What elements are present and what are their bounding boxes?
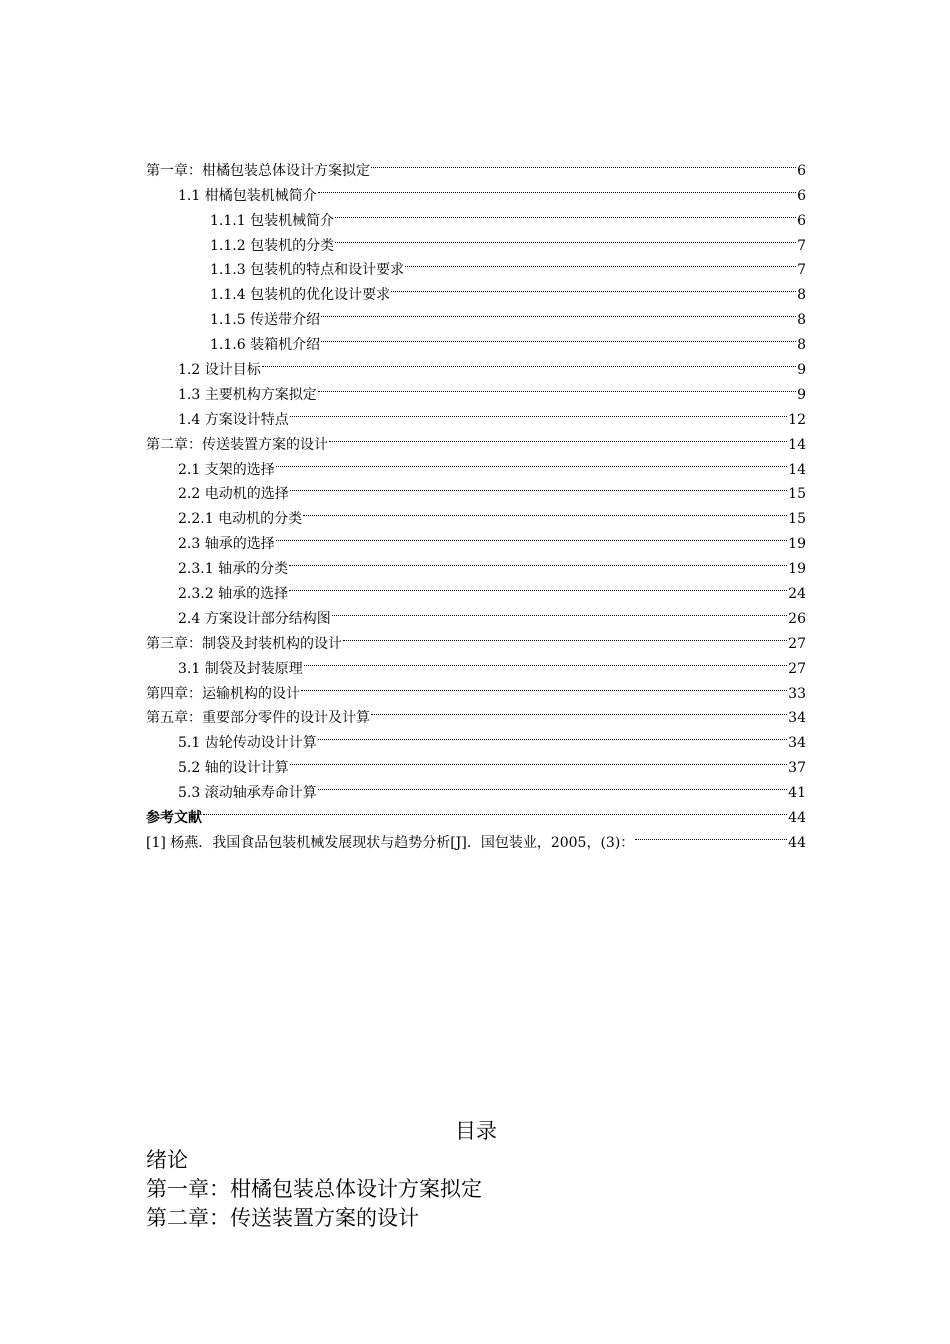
toc-leader-dots (303, 498, 787, 523)
toc-leader-dots (290, 747, 787, 772)
toc-entry-title: 第一章：柑橘包装总体设计方案拟定 (146, 162, 370, 179)
toc-leader-dots (301, 673, 787, 698)
toc-leader-dots (290, 474, 787, 499)
toc-page-number: 24 (788, 586, 806, 603)
toc-entry-title: 1.1.4 包装机的优化设计要求 (210, 287, 391, 304)
toc-page-number: 8 (797, 287, 806, 304)
toc-leader-dots (391, 274, 796, 299)
toc-leader-dots (405, 250, 796, 275)
toc-page-number: 7 (797, 262, 806, 279)
toc-page-number: 34 (788, 710, 806, 727)
toc-entry-title: 1.1 柑橘包装机械简介 (178, 187, 317, 204)
toc-entry-title: 2.3.1 轴承的分类 (178, 561, 289, 578)
toc-entry-title: 第三章：制袋及封装机构的设计 (146, 635, 342, 652)
toc-entry-title: 5.1 齿轮传动设计计算 (178, 735, 317, 752)
toc-entry-title: 5.3 滚动轴承寿命计算 (178, 785, 317, 802)
toc-entry-title: 2.3.2 轴承的选择 (178, 586, 289, 603)
toc-page-number: 15 (788, 486, 806, 503)
toc-leader-dots (304, 648, 787, 673)
toc-entry-title: 1.4 方案设计特点 (178, 411, 289, 428)
toc-entry-title: 2.2.1 电动机的分类 (178, 511, 303, 528)
toc-entry-title: 2.4 方案设计部分结构图 (178, 610, 331, 627)
toc-page-number: 33 (788, 685, 806, 702)
toc-leader-dots (289, 573, 787, 598)
toc-leader-dots (318, 175, 796, 200)
toc-page-number: 8 (797, 337, 806, 354)
toc-page-number: 34 (788, 735, 806, 752)
contents-item-chapter-2: 第二章：传送装置方案的设计 (146, 1206, 419, 1230)
toc-entry-title: 1.1.5 传送带介绍 (210, 312, 321, 329)
toc-page-number: 6 (797, 212, 806, 229)
toc-leader-dots (329, 424, 787, 449)
toc-leader-dots (371, 150, 796, 175)
toc-page-number: 14 (788, 436, 806, 453)
toc-page-number: 37 (788, 760, 806, 777)
toc-page-number: 7 (797, 237, 806, 254)
toc-entry[interactable] (146, 797, 806, 827)
toc-leader-dots (321, 324, 796, 349)
toc-leader-dots (335, 225, 796, 250)
toc-page-number: 12 (788, 411, 806, 428)
toc-leader-dots (343, 623, 787, 648)
table-of-contents (146, 150, 806, 851)
toc-leader-dots (335, 200, 796, 225)
toc-leader-dots (318, 374, 796, 399)
toc-page-number: 44 (788, 834, 806, 851)
toc-leader-dots (289, 548, 787, 573)
toc-page-number: 19 (788, 536, 806, 553)
toc-entry-title: 第二章：传送装置方案的设计 (146, 436, 328, 453)
toc-entry-title: 1.1.1 包装机械简介 (210, 212, 335, 229)
toc-entry-title: 1.3 主要机构方案拟定 (178, 386, 317, 403)
toc-entry-title: 5.2 轴的设计计算 (178, 760, 289, 777)
toc-entry-title: 1.1.6 装箱机介绍 (210, 337, 321, 354)
toc-leader-dots (635, 822, 787, 847)
toc-page-number: 9 (797, 362, 806, 379)
toc-entry-title: 第五章：重要部分零件的设计及计算 (146, 710, 370, 727)
toc-leader-dots (262, 349, 796, 374)
contents-section (146, 1116, 806, 1233)
toc-page-number: 26 (788, 610, 806, 627)
toc-page-number: 41 (788, 785, 806, 802)
toc-entry-title: 1.1.2 包装机的分类 (210, 237, 335, 254)
toc-page-number: 6 (797, 162, 806, 179)
toc-entry-title: 1.2 设计目标 (178, 362, 261, 379)
toc-entry-title: 2.2 电动机的选择 (178, 486, 289, 503)
toc-page-number: 6 (797, 187, 806, 204)
toc-entry-title: 第四章：运输机构的设计 (146, 685, 300, 702)
toc-page-number: 9 (797, 386, 806, 403)
toc-entry[interactable] (146, 150, 806, 179)
contents-item-chapter-1: 第一章：柑橘包装总体设计方案拟定 (146, 1177, 482, 1201)
toc-leader-dots (290, 399, 787, 424)
toc-leader-dots (318, 722, 787, 747)
toc-entry-title: 参考文献 (146, 810, 202, 827)
toc-entry[interactable] (146, 822, 806, 851)
toc-entry-title: 2.3 轴承的选择 (178, 536, 275, 553)
toc-page-number: 19 (788, 561, 806, 578)
toc-leader-dots (318, 772, 787, 797)
toc-leader-dots (203, 797, 787, 822)
toc-leader-dots (332, 598, 787, 623)
toc-page-number: 44 (788, 810, 806, 827)
toc-leader-dots (371, 698, 787, 723)
toc-page-number: 27 (788, 660, 806, 677)
toc-page-number: 8 (797, 312, 806, 329)
toc-page-number: 15 (788, 511, 806, 528)
toc-page-number: 14 (788, 461, 806, 478)
toc-leader-dots (276, 449, 787, 474)
toc-entry-title: 1.1.3 包装机的特点和设计要求 (210, 262, 405, 279)
toc-entry-title: [1] 杨燕．我国食品包装机械发展现状与趋势分析[J]．国包装业，2005，(3)： (146, 834, 635, 851)
toc-entry-title: 3.1 制袋及封装原理 (178, 660, 303, 677)
toc-page-number: 27 (788, 635, 806, 652)
toc-leader-dots (276, 523, 787, 548)
contents-item-intro: 绪论 (146, 1148, 188, 1172)
contents-title: 目录 (455, 1119, 497, 1143)
toc-entry-title: 2.1 支架的选择 (178, 461, 275, 478)
toc-leader-dots (321, 299, 796, 324)
